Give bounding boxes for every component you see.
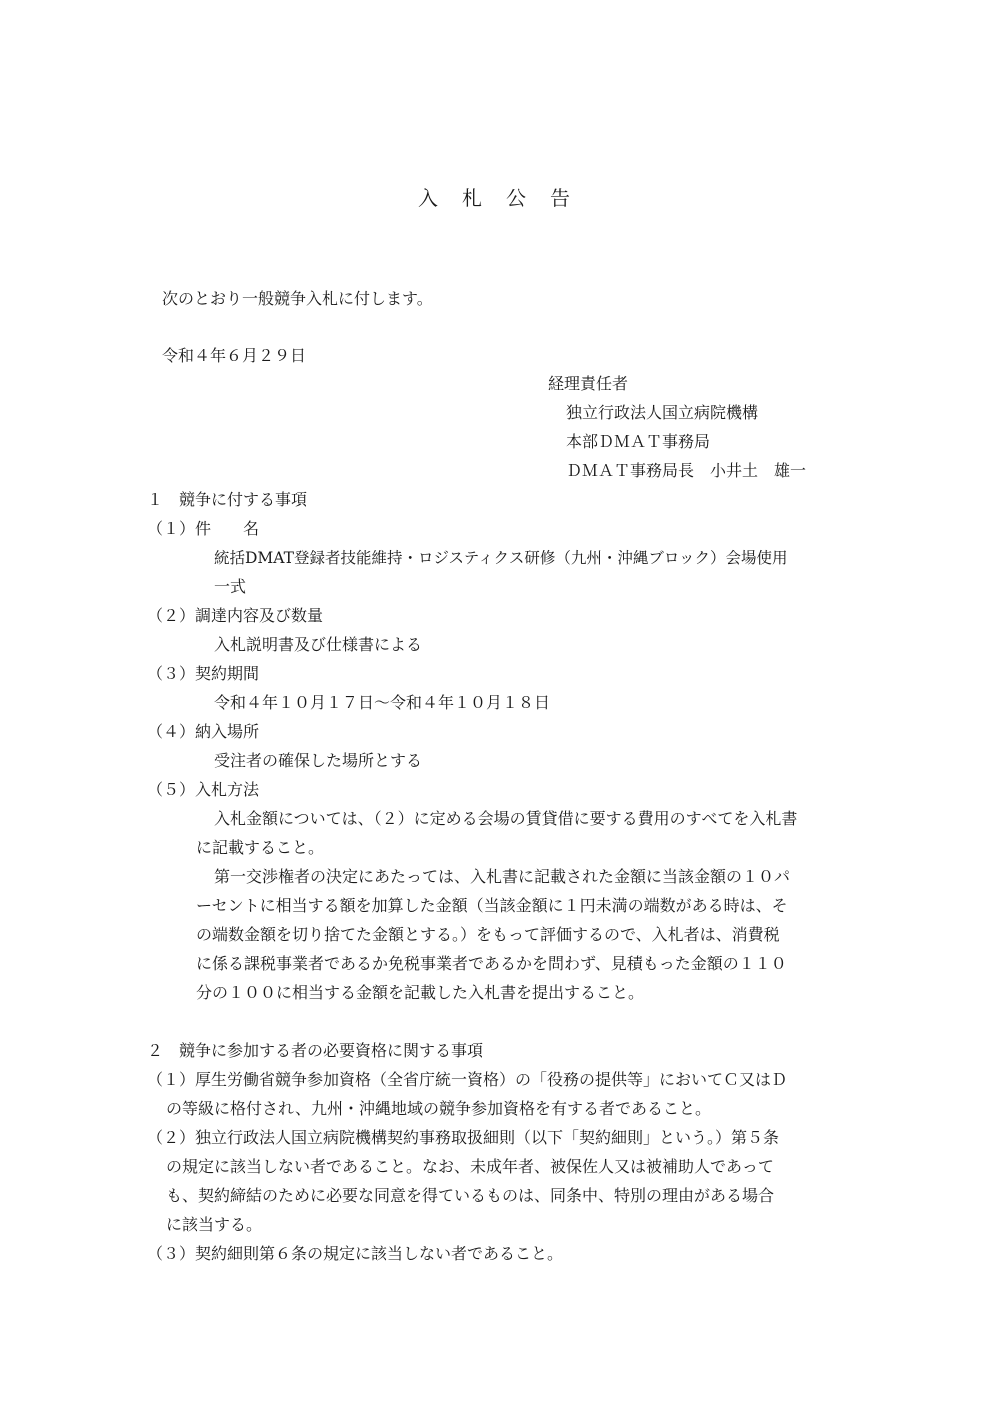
intro-text: 次のとおり一般競争入札に付します。 — [162, 289, 433, 308]
s1-item3-label: （３）契約期間 — [147, 664, 260, 683]
s2-item1-line2: の等級に格付され、九州・沖縄地域の競争参加資格を有する者であること。 — [166, 1099, 711, 1118]
s1-item3-text: 令和４年１０月１７日～令和４年１０月１８日 — [214, 693, 551, 712]
s1-item1-text-line1: 統括DMAT登録者技能維持・ロジスティクス研修（九州・沖縄ブロック）会場使用 — [214, 549, 788, 567]
issuer-org: 独立行政法人国立病院機構 — [566, 403, 759, 422]
s1-item5-para2-line3: の端数金額を切り捨てた金額とする。）をもって評価するので、入札者は、消費税 — [196, 925, 780, 944]
s1-item5-para2-line5: 分の１００に相当する金額を記載した入札書を提出すること。 — [196, 983, 645, 1002]
page-title: 入札公告 — [418, 186, 594, 210]
section1-heading: １ 競争に付する事項 — [147, 490, 308, 509]
s2-item2-line3: も、契約締結のために必要な同意を得ているものは、同条中、特別の理由がある場合 — [166, 1186, 775, 1205]
section2-heading: ２ 競争に参加する者の必要資格に関する事項 — [147, 1041, 484, 1060]
s1-item5-para2-line2: ーセントに相当する額を加算した金額（当該金額に１円未満の端数がある時は、そ — [196, 896, 788, 915]
s1-item1-text-line2: 一式 — [214, 577, 247, 596]
s1-item5-para1-line2: に記載すること。 — [196, 838, 325, 857]
notice-date: 令和４年６月２９日 — [162, 346, 307, 365]
issuer-role: 経理責任者 — [548, 374, 629, 393]
s2-item1-line1: （１）厚生労働省競争参加資格（全省庁統一資格）の「役務の提供等」においてＣ又はＤ — [147, 1070, 788, 1089]
s1-item5-para2-line1: 第一交渉権者の決定にあたっては、入札書に記載された金額に当該金額の１０パ — [214, 867, 791, 886]
s2-item2-line2: の規定に該当しない者であること。なお、未成年者、被保佐人又は被補助人であって — [166, 1157, 774, 1176]
s2-item2-line4: に該当する。 — [166, 1215, 263, 1234]
s1-item1-label: （１）件 名 — [147, 519, 260, 538]
s1-item2-label: （２）調達内容及び数量 — [147, 606, 324, 625]
issuer-dept: 本部ＤＭＡＴ事務局 — [566, 432, 711, 451]
s1-item2-text: 入札説明書及び仕様書による — [214, 635, 423, 654]
s1-item5-para2-line4: に係る課税事業者であるか免税事業者であるかを問わず、見積もった金額の１１０ — [196, 954, 787, 973]
s2-item3-line1: （３）契約細則第６条の規定に該当しない者であること。 — [147, 1244, 564, 1263]
s1-item5-para1-line1: 入札金額については、（２）に定める会場の賃貸借に要する費用のすべてを入札書 — [214, 809, 798, 828]
s1-item4-text: 受注者の確保した場所とする — [214, 751, 423, 770]
issuer-person: ＤＭＡＴ事務局長 小井土 雄一 — [566, 461, 807, 480]
s1-item5-label: （５）入札方法 — [147, 780, 260, 799]
s1-item4-label: （４）納入場所 — [147, 722, 260, 741]
s2-item2-line1: （２）独立行政法人国立病院機構契約事務取扱細則（以下「契約細則」という。）第５条 — [147, 1128, 780, 1147]
